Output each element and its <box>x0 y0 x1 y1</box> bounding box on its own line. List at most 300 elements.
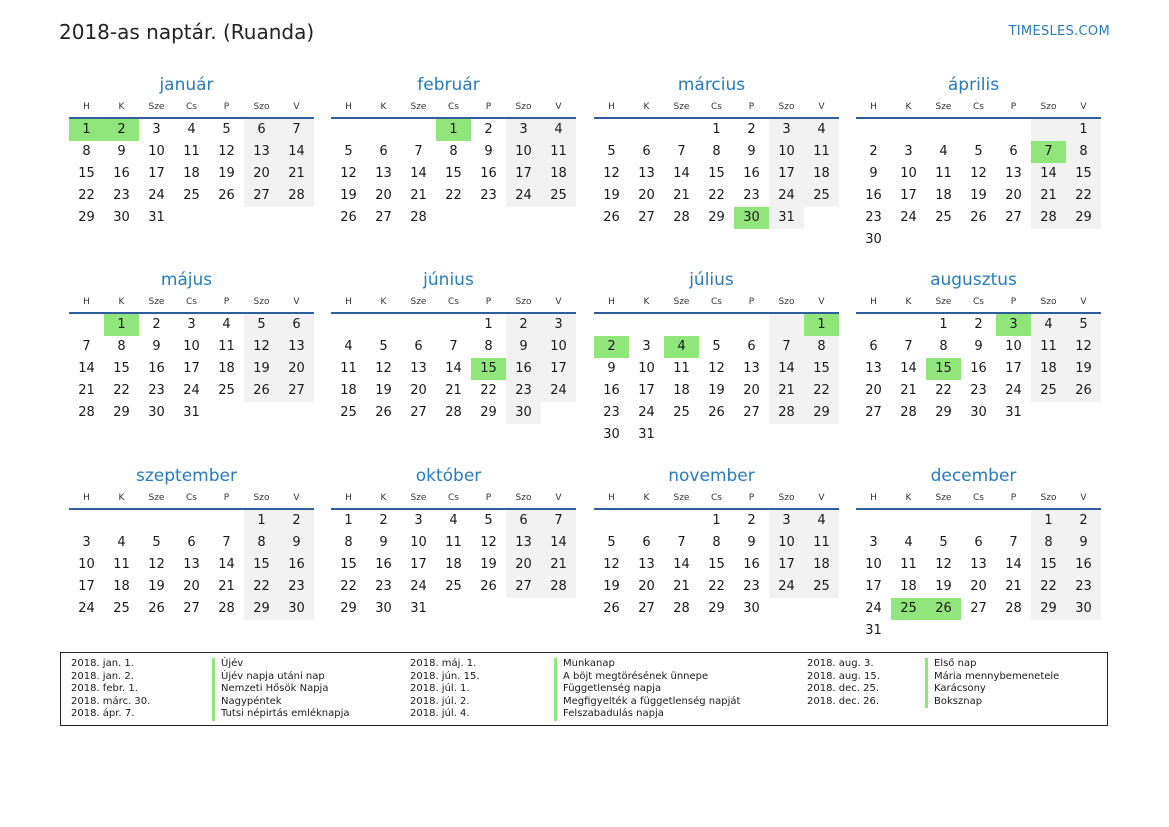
day-cell: 14 <box>1031 163 1066 185</box>
empty-cell <box>891 314 926 336</box>
day-cell: 13 <box>970 557 987 572</box>
day-cell: 27 <box>638 601 655 616</box>
day-cell: 8 <box>712 144 721 159</box>
holiday-legend <box>60 652 1108 726</box>
day-cell: 1 <box>1031 510 1066 532</box>
empty-cell <box>629 510 664 532</box>
month-name: május <box>160 270 213 290</box>
day-cell: 31 <box>865 623 882 638</box>
day-cell: 27 <box>279 380 314 402</box>
day-cell: 24 <box>410 579 427 594</box>
day-cell: 20 <box>865 383 882 398</box>
day-cell: 19 <box>708 383 725 398</box>
weekday-header: Cs <box>699 292 734 314</box>
day-cell: 26 <box>244 380 279 402</box>
day-grid <box>594 488 829 620</box>
day-cell: 27 <box>506 576 541 598</box>
day-grid <box>69 97 304 229</box>
day-cell: 15 <box>1066 163 1101 185</box>
weekday-header: Szo <box>1031 488 1066 510</box>
day-cell: 15 <box>78 166 95 181</box>
holiday-day-cell: 1 <box>436 119 471 141</box>
day-cell: 7 <box>222 535 231 550</box>
weekday-header: Sze <box>401 97 436 119</box>
day-cell: 30 <box>113 210 130 225</box>
day-cell: 8 <box>449 144 458 159</box>
day-cell: 7 <box>677 535 686 550</box>
weekday-header: Sze <box>139 97 174 119</box>
day-cell: 15 <box>708 557 725 572</box>
day-cell: 6 <box>642 535 651 550</box>
day-cell: 18 <box>183 166 200 181</box>
day-cell: 10 <box>900 166 917 181</box>
month-name: június <box>423 270 474 290</box>
empty-cell <box>1031 119 1066 141</box>
empty-cell <box>629 119 664 141</box>
empty-cell <box>769 598 804 620</box>
legend-holiday-name: Megfigyelték a függetlenség napját <box>554 696 740 709</box>
day-cell: 4 <box>904 535 913 550</box>
day-cell: 18 <box>1031 358 1066 380</box>
day-cell: 5 <box>244 314 279 336</box>
empty-cell <box>541 402 576 424</box>
day-cell: 19 <box>148 579 165 594</box>
empty-cell <box>541 207 576 229</box>
day-cell: 13 <box>183 557 200 572</box>
day-cell: 30 <box>970 405 987 420</box>
empty-cell <box>69 510 104 532</box>
page-title: 2018-as naptár. (Ruanda) <box>59 20 315 44</box>
day-cell: 22 <box>480 383 497 398</box>
legend-date: 2018. máj. 1. <box>410 658 477 669</box>
day-cell: 1 <box>1066 119 1101 141</box>
day-cell: 15 <box>445 166 462 181</box>
day-cell: 21 <box>78 383 95 398</box>
legend-date: 2018. aug. 3. <box>807 658 874 669</box>
day-cell: 28 <box>78 405 95 420</box>
weekday-header: K <box>104 292 139 314</box>
day-cell: 26 <box>375 405 392 420</box>
empty-cell <box>891 229 926 251</box>
weekday-header: Szo <box>506 488 541 510</box>
day-cell: 5 <box>939 535 948 550</box>
day-cell: 6 <box>1009 144 1018 159</box>
day-cell: 17 <box>638 383 655 398</box>
day-cell: 29 <box>1066 207 1101 229</box>
empty-cell <box>961 119 996 141</box>
empty-cell <box>1066 620 1101 642</box>
day-cell: 5 <box>344 144 353 159</box>
day-cell: 8 <box>804 336 839 358</box>
day-cell: 5 <box>152 535 161 550</box>
day-cell: 1 <box>244 510 279 532</box>
day-cell: 5 <box>607 535 616 550</box>
empty-cell <box>401 314 436 336</box>
day-cell: 28 <box>673 601 690 616</box>
holiday-day-cell: 1 <box>104 314 139 336</box>
day-cell: 17 <box>78 579 95 594</box>
day-cell: 10 <box>769 532 804 554</box>
day-cell: 4 <box>344 339 353 354</box>
day-cell: 6 <box>642 144 651 159</box>
month-name: december <box>930 466 1017 486</box>
holiday-day-cell: 25 <box>891 598 926 620</box>
weekday-header: V <box>541 97 576 119</box>
month-calendar <box>584 268 829 446</box>
day-cell: 8 <box>484 339 493 354</box>
weekday-header: V <box>804 292 839 314</box>
month-calendar <box>846 464 1091 642</box>
day-cell: 31 <box>183 405 200 420</box>
weekday-header: Cs <box>699 97 734 119</box>
empty-cell <box>699 424 734 446</box>
day-cell: 15 <box>804 358 839 380</box>
holiday-day-cell: 7 <box>1031 141 1066 163</box>
day-cell: 28 <box>218 601 235 616</box>
weekday-header: K <box>629 488 664 510</box>
day-cell: 19 <box>970 188 987 203</box>
day-cell: 4 <box>804 119 839 141</box>
day-cell: 17 <box>506 163 541 185</box>
day-cell: 10 <box>541 336 576 358</box>
day-cell: 18 <box>541 163 576 185</box>
day-cell: 2 <box>1066 510 1101 532</box>
day-cell: 11 <box>935 166 952 181</box>
empty-cell <box>856 510 891 532</box>
day-grid <box>856 292 1091 424</box>
day-cell: 4 <box>804 510 839 532</box>
day-cell: 17 <box>410 557 427 572</box>
holiday-day-cell: 4 <box>664 336 699 358</box>
empty-cell <box>769 424 804 446</box>
weekday-header: K <box>104 97 139 119</box>
day-cell: 22 <box>804 380 839 402</box>
day-cell: 24 <box>769 185 804 207</box>
empty-cell <box>891 620 926 642</box>
day-cell: 12 <box>603 557 620 572</box>
empty-cell <box>996 510 1031 532</box>
day-cell: 25 <box>340 405 357 420</box>
legend-date: 2018. júl. 2. <box>410 695 470 707</box>
holiday-day-cell: 26 <box>926 598 961 620</box>
day-cell: 4 <box>939 144 948 159</box>
day-cell: 28 <box>1005 601 1022 616</box>
day-cell: 30 <box>603 427 620 442</box>
day-cell: 22 <box>113 383 130 398</box>
weekday-header: Cs <box>436 292 471 314</box>
day-cell: 30 <box>279 598 314 620</box>
month-calendar <box>584 73 829 229</box>
day-cell: 28 <box>673 210 690 225</box>
day-cell: 21 <box>900 383 917 398</box>
day-cell: 24 <box>183 383 200 398</box>
day-cell: 11 <box>1031 336 1066 358</box>
month-name: március <box>677 75 746 95</box>
empty-cell <box>926 229 961 251</box>
day-cell: 18 <box>804 554 839 576</box>
month-name: november <box>668 466 755 486</box>
empty-cell <box>594 119 629 141</box>
day-cell: 23 <box>743 579 760 594</box>
weekday-header: Szo <box>244 97 279 119</box>
day-cell: 7 <box>904 339 913 354</box>
day-cell: 21 <box>1005 579 1022 594</box>
day-cell: 21 <box>410 188 427 203</box>
weekday-header: P <box>734 292 769 314</box>
day-cell: 7 <box>82 339 91 354</box>
day-cell: 22 <box>708 579 725 594</box>
day-cell: 23 <box>1066 576 1101 598</box>
weekday-header: H <box>69 97 104 119</box>
legend-date: 2018. jan. 2. <box>71 670 134 682</box>
day-cell: 20 <box>410 383 427 398</box>
day-cell: 16 <box>148 361 165 376</box>
day-cell: 16 <box>506 358 541 380</box>
day-cell: 27 <box>638 210 655 225</box>
day-cell: 6 <box>414 339 423 354</box>
day-cell: 9 <box>279 532 314 554</box>
day-cell: 23 <box>743 188 760 203</box>
day-cell: 1 <box>712 122 721 137</box>
day-cell: 14 <box>218 557 235 572</box>
day-cell: 3 <box>414 513 423 528</box>
empty-cell <box>594 510 629 532</box>
day-grid <box>331 292 566 424</box>
day-cell: 2 <box>869 144 878 159</box>
day-cell: 14 <box>541 532 576 554</box>
weekday-header: K <box>104 488 139 510</box>
legend-holiday-name: Tutsi népirtás emléknapja <box>212 708 350 721</box>
day-cell: 17 <box>183 361 200 376</box>
day-cell: 25 <box>935 210 952 225</box>
day-cell: 19 <box>375 383 392 398</box>
weekday-header: P <box>209 488 244 510</box>
day-cell: 12 <box>244 336 279 358</box>
day-cell: 8 <box>1031 532 1066 554</box>
day-cell: 24 <box>638 405 655 420</box>
day-cell: 12 <box>935 557 952 572</box>
weekday-header: V <box>804 488 839 510</box>
empty-cell <box>209 207 244 229</box>
day-cell: 14 <box>900 361 917 376</box>
empty-cell <box>664 424 699 446</box>
site-link[interactable]: TIMESLES.COM <box>1008 24 1110 39</box>
legend-holiday-name: Munkanap <box>554 658 615 671</box>
day-cell: 14 <box>673 557 690 572</box>
empty-cell <box>961 229 996 251</box>
empty-cell <box>926 119 961 141</box>
day-cell: 8 <box>712 535 721 550</box>
empty-cell <box>436 598 471 620</box>
day-cell: 2 <box>747 122 756 137</box>
day-cell: 6 <box>379 144 388 159</box>
weekday-header: H <box>331 292 366 314</box>
day-cell: 24 <box>769 576 804 598</box>
day-cell: 2 <box>484 122 493 137</box>
weekday-header: P <box>209 97 244 119</box>
day-cell: 3 <box>904 144 913 159</box>
day-cell: 14 <box>279 141 314 163</box>
day-cell: 29 <box>708 210 725 225</box>
day-cell: 29 <box>113 405 130 420</box>
weekday-header: Sze <box>664 97 699 119</box>
legend-date: 2018. júl. 4. <box>410 708 470 720</box>
day-cell: 26 <box>603 210 620 225</box>
day-cell: 5 <box>379 339 388 354</box>
weekday-header: Szo <box>769 97 804 119</box>
day-cell: 8 <box>939 339 948 354</box>
month-name: április <box>947 75 1000 95</box>
day-cell: 10 <box>183 339 200 354</box>
day-cell: 3 <box>187 317 196 332</box>
month-name: augusztus <box>930 270 1017 290</box>
empty-cell <box>209 402 244 424</box>
day-cell: 16 <box>603 383 620 398</box>
day-cell: 19 <box>603 188 620 203</box>
day-cell: 23 <box>480 188 497 203</box>
empty-cell <box>804 598 839 620</box>
day-cell: 4 <box>449 513 458 528</box>
day-grid <box>331 97 566 229</box>
day-cell: 9 <box>747 535 756 550</box>
day-cell: 28 <box>541 576 576 598</box>
day-cell: 18 <box>113 579 130 594</box>
day-cell: 9 <box>747 144 756 159</box>
empty-cell <box>996 620 1031 642</box>
day-cell: 5 <box>1066 314 1101 336</box>
day-cell: 29 <box>480 405 497 420</box>
month-calendar <box>59 73 304 229</box>
legend-holiday-name: Függetlenség napja <box>554 683 661 696</box>
day-cell: 13 <box>638 557 655 572</box>
day-cell: 13 <box>375 166 392 181</box>
legend-holiday-name: Nemzeti Hősök Napja <box>212 683 328 696</box>
day-cell: 1 <box>939 317 948 332</box>
day-cell: 17 <box>1005 361 1022 376</box>
day-cell: 16 <box>743 166 760 181</box>
day-cell: 31 <box>410 601 427 616</box>
day-grid <box>856 488 1091 642</box>
day-cell: 12 <box>480 535 497 550</box>
empty-cell <box>366 119 401 141</box>
weekday-header: K <box>891 97 926 119</box>
day-cell: 7 <box>677 144 686 159</box>
weekday-header: Cs <box>961 488 996 510</box>
legend-holiday-name: Első nap <box>925 658 976 671</box>
day-cell: 13 <box>244 141 279 163</box>
day-cell: 11 <box>541 141 576 163</box>
holiday-day-cell: 15 <box>471 358 506 380</box>
day-cell: 18 <box>340 383 357 398</box>
day-cell: 17 <box>865 579 882 594</box>
day-cell: 19 <box>218 166 235 181</box>
month-calendar <box>321 268 566 424</box>
day-cell: 2 <box>506 314 541 336</box>
day-cell: 28 <box>410 210 427 225</box>
weekday-header: P <box>996 97 1031 119</box>
day-cell: 25 <box>1031 380 1066 402</box>
legend-holiday-name: Karácsony <box>925 683 986 696</box>
day-cell: 22 <box>1031 576 1066 598</box>
day-cell: 2 <box>279 510 314 532</box>
day-cell: 20 <box>279 358 314 380</box>
legend-holiday-name: Újév napja utáni nap <box>212 671 325 684</box>
empty-cell <box>139 510 174 532</box>
day-cell: 22 <box>935 383 952 398</box>
day-cell: 3 <box>506 119 541 141</box>
month-calendar <box>321 464 566 620</box>
weekday-header: P <box>996 488 1031 510</box>
weekday-header: H <box>331 97 366 119</box>
weekday-header: K <box>891 292 926 314</box>
weekday-header: V <box>541 488 576 510</box>
day-cell: 26 <box>1066 380 1101 402</box>
day-cell: 29 <box>935 405 952 420</box>
day-cell: 9 <box>974 339 983 354</box>
day-cell: 6 <box>187 535 196 550</box>
day-cell: 17 <box>900 188 917 203</box>
legend-holiday-name: Felszabadulás napja <box>554 708 664 721</box>
day-cell: 16 <box>375 557 392 572</box>
day-cell: 7 <box>1009 535 1018 550</box>
weekday-header: K <box>629 97 664 119</box>
day-cell: 20 <box>970 579 987 594</box>
day-cell: 5 <box>712 339 721 354</box>
empty-cell <box>891 119 926 141</box>
day-cell: 17 <box>769 163 804 185</box>
legend-date: 2018. jún. 15. <box>410 670 480 682</box>
day-cell: 8 <box>82 144 91 159</box>
day-cell: 21 <box>541 554 576 576</box>
day-cell: 4 <box>541 119 576 141</box>
empty-cell <box>804 424 839 446</box>
day-cell: 15 <box>340 557 357 572</box>
day-cell: 13 <box>638 166 655 181</box>
weekday-header: Sze <box>401 292 436 314</box>
holiday-day-cell: 1 <box>69 119 104 141</box>
empty-cell <box>1031 229 1066 251</box>
day-cell: 9 <box>152 339 161 354</box>
legend-date: 2018. ápr. 7. <box>71 708 135 720</box>
day-cell: 3 <box>769 510 804 532</box>
day-cell: 13 <box>410 361 427 376</box>
day-cell: 2 <box>747 513 756 528</box>
weekday-header: H <box>69 488 104 510</box>
day-cell: 29 <box>708 601 725 616</box>
day-cell: 5 <box>974 144 983 159</box>
day-cell: 3 <box>152 122 161 137</box>
weekday-header: V <box>1066 488 1101 510</box>
day-cell: 15 <box>244 554 279 576</box>
weekday-header: P <box>996 292 1031 314</box>
day-cell: 24 <box>148 188 165 203</box>
weekday-header: H <box>69 292 104 314</box>
day-cell: 10 <box>1005 339 1022 354</box>
day-cell: 3 <box>869 535 878 550</box>
weekday-header: Szo <box>1031 97 1066 119</box>
day-cell: 10 <box>78 557 95 572</box>
day-cell: 18 <box>218 361 235 376</box>
day-cell: 27 <box>375 210 392 225</box>
month-calendar <box>846 268 1091 424</box>
day-cell: 3 <box>769 119 804 141</box>
day-cell: 31 <box>1005 405 1022 420</box>
empty-cell <box>471 598 506 620</box>
weekday-header: Cs <box>436 97 471 119</box>
empty-cell <box>209 510 244 532</box>
day-cell: 26 <box>218 188 235 203</box>
empty-cell <box>664 314 699 336</box>
